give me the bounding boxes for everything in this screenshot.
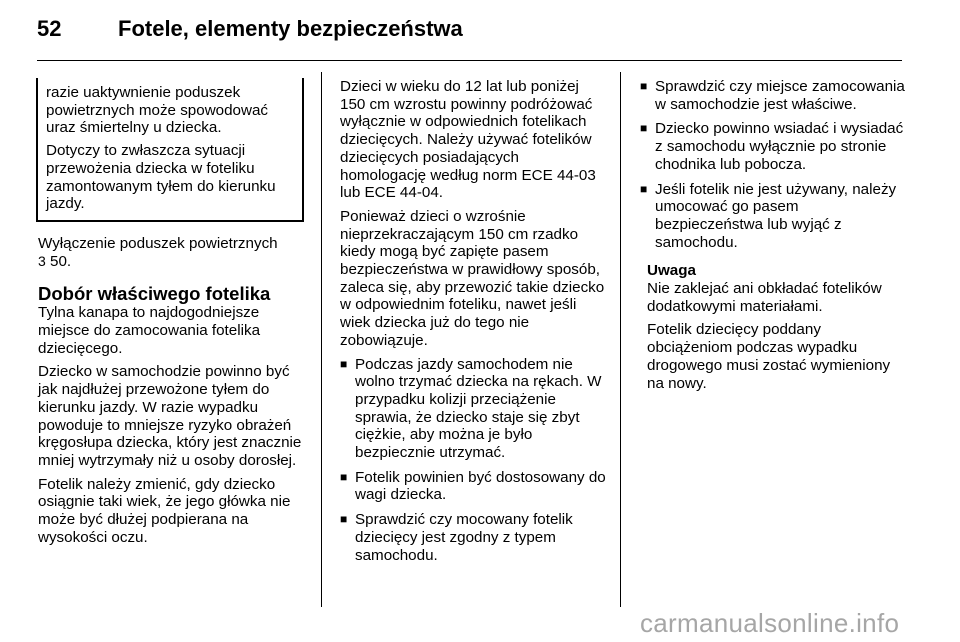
bullet-icon: ■ [340,512,348,527]
warning-paragraph: Dotyczy to zwłaszcza sytuacji przewożenia dziecka w foteliku zamontowanym tyłem do kierunku jazdy. [46,142,276,213]
page-title: Fotele, elementy bezpieczeństwa [118,16,463,41]
bullet-icon: ■ [340,356,348,371]
section-heading: Dobór właściwego fotelika [38,283,271,305]
bullet-icon: ■ [640,181,648,196]
column-1 [38,78,304,552]
page-reference-arrow-icon: 3 [38,252,46,269]
body-paragraph: Tylna kanapa to najdogodniejsze miejsce do zamocowania fotelika dziecięcego. [38,304,261,357]
warning-paragraph: razie uaktywnienie poduszek powietrznych może spowodować uraz śmiertelny u dziecka. [46,84,269,137]
list-item: ■ Jeśli fotelik nie jest używany, należy umocować go pasem bezpieczeństwa lub wyjąć z samochodu. [640,180,897,251]
watermark: carmanualsonline.info [640,608,900,638]
list-item: ■ Podczas jazdy samochodem nie wolno trzymać dziecka na rękach. W przypadku kolizji przeciążenie sprawia, że dziecko staje się zbyt ciężkie, aby można je było bezpiecznie utrzymać. [340,355,602,462]
page-number: 52 [37,16,62,41]
list-item: ■ Sprawdzić czy mocowany fotelik dziecięcy jest zgodny z typem samochodu. [340,511,573,564]
bullet-list [640,78,906,251]
body-paragraph: Fotelik należy zmienić, gdy dziecko osiągnie taki wiek, że jego główka nie może być dłużej podpierana na wysokości oczu. [38,475,291,546]
list-item: ■ Dziecko powinno wsiadać i wysiadać z samochodu wyłącznie po stronie chodnika lub pobocza. [640,120,904,173]
header-divider [37,60,902,61]
page-header [0,0,960,64]
list-item: ■ Fotelik powinien być dostosowany do wagi dziecka. [340,468,606,504]
column-2 [340,78,606,571]
list-item: ■ Sprawdzić czy miejsce zamocowania w samochodzie jest właściwe. [640,78,905,113]
column-divider-1 [321,72,322,607]
bullet-icon: ■ [640,121,648,136]
body-paragraph: Ponieważ dzieci o wzrośnie nieprzekraczającym 150 cm rzadko kiedy mogą być zapięte pasem bezpieczeństwa w prawidłowy sposób, zaleca się, aby przewozić takie dziecko w odpowiednim foteliku, nawet jeśli wiek dziecka już do tego nie zobowiązuje. [340,207,605,349]
column-3 [640,78,906,398]
note-paragraph: Nie zaklejać ani obkładać fotelików dodatkowymi materiałami. [647,280,882,315]
column-divider-2 [620,72,621,607]
warning-box [36,78,304,222]
bullet-list [340,356,606,565]
bullet-icon: ■ [640,79,648,93]
reference-text: Wyłączenie poduszek powietrznych [38,234,278,252]
note-paragraph: Fotelik dziecięcy poddany obciążeniom podczas wypadku drogowego musi zostać wymieniony na nowy. [647,321,891,392]
note-heading: Uwaga [647,262,696,280]
bullet-icon: ■ [340,469,348,484]
reference-page: 50. [50,252,72,270]
airbag-reference[interactable] [38,235,304,270]
body-paragraph: Dzieci w wieku do 12 lat lub poniżej 150 cm wzrostu powinny podróżować wyłącznie w odpowiednich fotelikach dziecięcych. Należy używać fotelików dziecięcych posiadających homologację według norm ECE 44-03 lub ECE 44-04. [340,78,596,202]
body-paragraph: Dziecko w samochodzie powinno być jak najdłużej przewożone tyłem do kierunku jazdy. W razie wypadku powoduje to mniejsze ryzyko obrażeń kręgosłupa dziecka, który jest znacznie mniej wytrzymały niż u osoby dorosłej. [38,363,302,469]
